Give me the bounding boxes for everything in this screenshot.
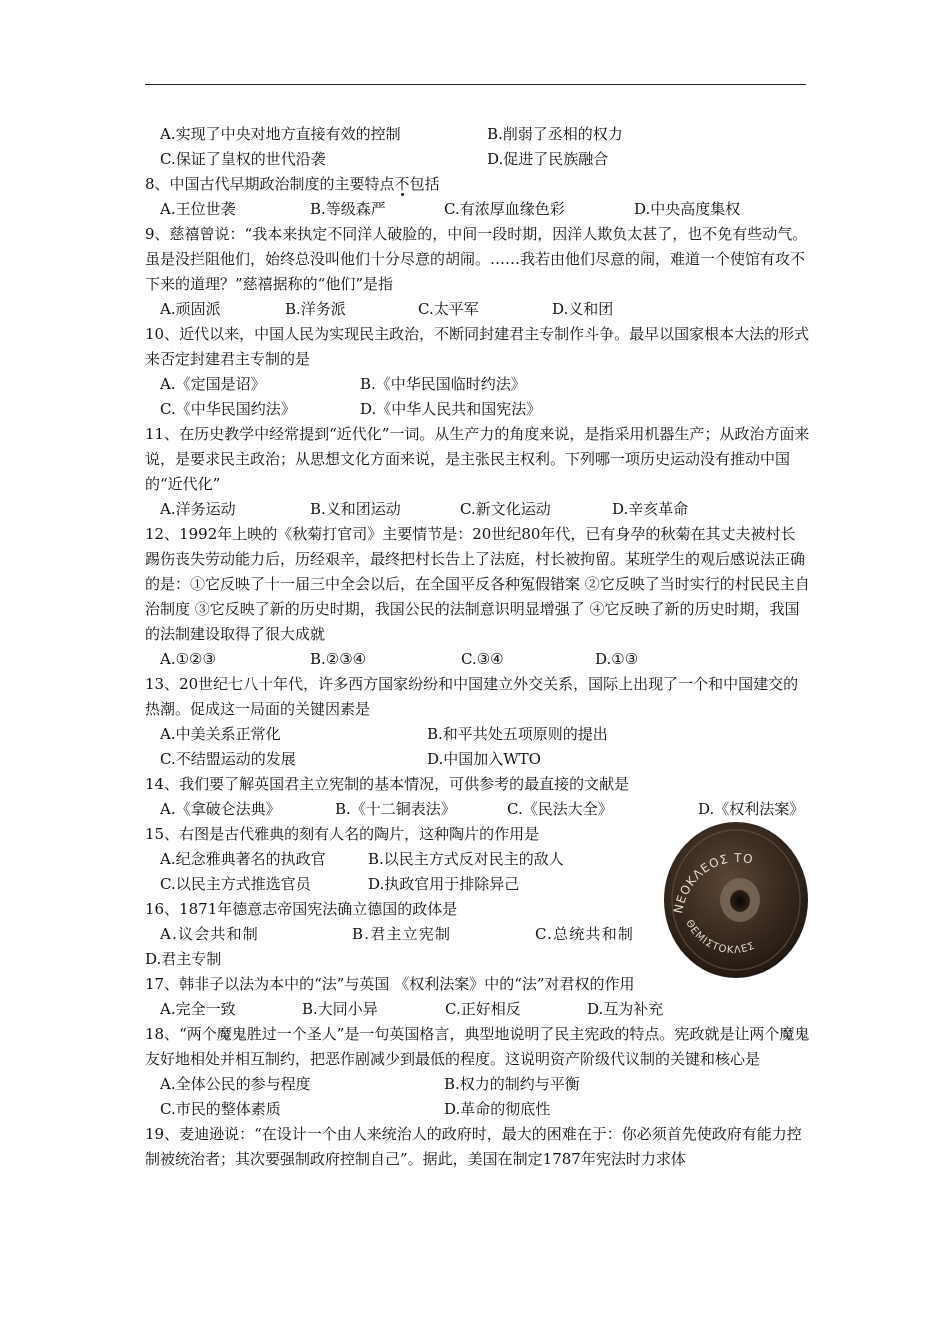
q9-option-c[interactable]: C.太平军 <box>418 300 479 318</box>
q13-options-2 <box>145 747 815 772</box>
q8-option-c[interactable]: C.有浓厚血缘色彩 <box>444 200 565 218</box>
q9-stem: 9、慈禧曾说：“我本来执定不同洋人破脸的，中间一段时期，因洋人欺负太甚了，也不免有些动气。虽是没拦阻他们，始终总没叫他们十分尽意的胡闹。……我若由他们尽意的闹，难道一个使馆有攻不下来的道理？”慈禧据称的“他们”是指 <box>145 225 808 293</box>
q14-option-d[interactable]: D.《权利法案》 <box>698 800 805 818</box>
q11-option-a[interactable]: A.洋务运动 <box>160 500 236 518</box>
question-list <box>145 122 815 1172</box>
q9-option-a[interactable]: A.顽固派 <box>160 300 221 318</box>
q11-option-c[interactable]: C.新文化运动 <box>460 500 551 518</box>
q15-option-a[interactable]: A.纪念雅典著名的执政官 <box>160 850 326 868</box>
q16-option-c[interactable]: C.总统共和制 <box>535 925 635 943</box>
q16-stem: 16、1871年德意志帝国宪法确立德国的政体是 <box>145 900 458 918</box>
q7-option-a[interactable]: A.实现了中央对地方直接有效的控制 <box>160 125 401 143</box>
q18-stem: 18、“两个魔鬼胜过一个圣人”是一句英国格言，典型地说明了民主宪政的特点。宪政就是让两个魔鬼友好地相处并相互制约，把恶作剧减少到最低的程度。这说明资产阶级代议制的关键和核心是 <box>145 1025 810 1068</box>
q18-option-b[interactable]: B.权力的制约与平衡 <box>444 1075 580 1093</box>
q17-options <box>145 997 815 1022</box>
q13-option-d[interactable]: D.中国加入WTO <box>427 750 541 768</box>
ostracon-inscription-top: NEOKΛEOΣ ΤΟ <box>671 850 755 915</box>
q12-options <box>145 647 815 672</box>
q17-option-a[interactable]: A.完全一致 <box>160 1000 236 1018</box>
q14-option-b[interactable]: B.《十二铜表法》 <box>335 800 456 818</box>
q13-options <box>145 722 815 747</box>
q9-options <box>145 297 815 322</box>
header-rule <box>145 84 806 85</box>
q11-options <box>145 497 815 522</box>
q12-option-c[interactable]: C.③④ <box>461 650 504 668</box>
q8-option-a[interactable]: A.王位世袭 <box>160 200 236 218</box>
q18-option-d[interactable]: D.革命的彻底性 <box>444 1100 551 1118</box>
q13-option-c[interactable]: C.不结盟运动的发展 <box>160 750 296 768</box>
q15-option-b[interactable]: B.以民主方式反对民主的敌人 <box>368 850 564 868</box>
q18-options-2 <box>145 1097 815 1122</box>
q17-stem: 17、韩非子以法为本中的“法”与英国 《权利法案》中的“法”对君权的作用 <box>145 975 635 993</box>
q11-option-d[interactable]: D.辛亥革命 <box>612 500 689 518</box>
q8-option-d[interactable]: D.中央高度集权 <box>634 200 741 218</box>
q16-option-b[interactable]: B.君主立宪制 <box>352 925 452 943</box>
q15-stem: 15、右图是古代雅典的刻有人名的陶片，这种陶片的作用是 <box>145 825 540 843</box>
q12-stem: 12、1992年上映的《秋菊打官司》主要情节是：20世纪80年代，已有身孕的秋菊在其丈夫被村长踢伤丧失劳动能力后，历经艰辛，最终把村长告上了法庭，村长被拘留。某班学生的观后感说法正确的是：①它反映了十一届三中全会以后，在全国平反各种冤假错案 ②它反映了当时实行的村民民主自治制度 ③它反映了新的历史时期，我国公民的法制意识明显增强了 ④它反映了新的历史时期，我国的法制建设取得了很大成就 <box>145 525 810 643</box>
q8-options <box>145 197 815 222</box>
ostracon-inscription-bottom: ΘΕΜΙΣΤΟΚΛΕΣ <box>683 918 758 957</box>
q18-option-c[interactable]: C.市民的整体素质 <box>160 1100 281 1118</box>
q10-option-c[interactable]: C.《中华民国约法》 <box>160 400 296 418</box>
q7-options-2 <box>145 147 815 172</box>
q18-option-a[interactable]: A.全体公民的参与程度 <box>160 1075 311 1093</box>
ostracon-image <box>660 818 810 980</box>
q11-option-b[interactable]: B.义和团运动 <box>310 500 401 518</box>
q14-option-a[interactable]: A.《拿破仑法典》 <box>160 800 281 818</box>
ostracon-hole <box>730 890 750 912</box>
q10-option-b[interactable]: B.《中华民国临时约法》 <box>360 375 526 393</box>
q9-option-d[interactable]: D.义和团 <box>552 300 614 318</box>
q10-stem: 10、近代以来，中国人民为实现民主政治，不断同封建君主专制作斗争。最早以国家根本大法的形式来否定封建君主专制的是 <box>145 325 810 368</box>
q16-option-a[interactable]: A.议会共和制 <box>160 925 260 943</box>
q12-option-d[interactable]: D.①③ <box>595 650 639 668</box>
emphasis-dot-char: 不 <box>394 175 410 193</box>
q10-options-2 <box>145 397 815 422</box>
q16-option-d[interactable]: D.君主专制 <box>145 950 222 968</box>
q17-option-d[interactable]: D.互为补充 <box>587 1000 664 1018</box>
q12-option-a[interactable]: A.①②③ <box>160 650 216 668</box>
q7-options <box>145 122 815 147</box>
q15-option-d[interactable]: D.执政官用于排除异己 <box>368 875 520 893</box>
q8-option-b[interactable]: B.等级森严 <box>310 200 386 218</box>
q10-option-d[interactable]: D.《中华人民共和国宪法》 <box>360 400 542 418</box>
q8-stem: 8、中国古代早期政治制度的主要特点不包括 <box>145 175 440 193</box>
q14-option-c[interactable]: C.《民法大全》 <box>507 800 613 818</box>
q18-options <box>145 1072 815 1097</box>
q13-option-b[interactable]: B.和平共处五项原则的提出 <box>427 725 608 743</box>
q7-option-b[interactable]: B.削弱了丞相的权力 <box>487 125 623 143</box>
q11-stem: 11、在历史教学中经常提到“近代化”一词。从生产力的角度来说，是指采用机器生产；从政治方面来说，是要求民主政治；从思想文化方面来说，是主张民主权利。下列哪一项历史运动没有推动中国的“近代化” <box>145 425 810 493</box>
q15-option-c[interactable]: C.以民主方式推选官员 <box>160 875 311 893</box>
q10-options <box>145 372 815 397</box>
q7-option-d[interactable]: D.促进了民族融合 <box>487 150 609 168</box>
q7-option-c[interactable]: C.保证了皇权的世代沿袭 <box>160 150 326 168</box>
q17-option-b[interactable]: B.大同小异 <box>302 1000 378 1018</box>
q17-option-c[interactable]: C.正好相反 <box>445 1000 521 1018</box>
q19-stem: 19、麦迪逊说：“在设计一个由人来统治人的政府时，最大的困难在于：你必须首先使政府有能力控制被统治者；其次要强制政府控制自己”。据此，美国在制定1787年宪法时力求体 <box>145 1125 802 1168</box>
q13-option-a[interactable]: A.中美关系正常化 <box>160 725 281 743</box>
q14-stem: 14、我们要了解英国君主立宪制的基本情况，可供参考的最直接的文献是 <box>145 775 630 793</box>
q9-option-b[interactable]: B.洋务派 <box>285 300 346 318</box>
q10-option-a[interactable]: A.《定国是诏》 <box>160 375 266 393</box>
q13-stem: 13、20世纪七八十年代，许多西方国家纷纷和中国建立外交关系，国际上出现了一个和中国建交的热潮。促成这一局面的关键因素是 <box>145 675 799 718</box>
q12-option-b[interactable]: B.②③④ <box>310 650 367 668</box>
